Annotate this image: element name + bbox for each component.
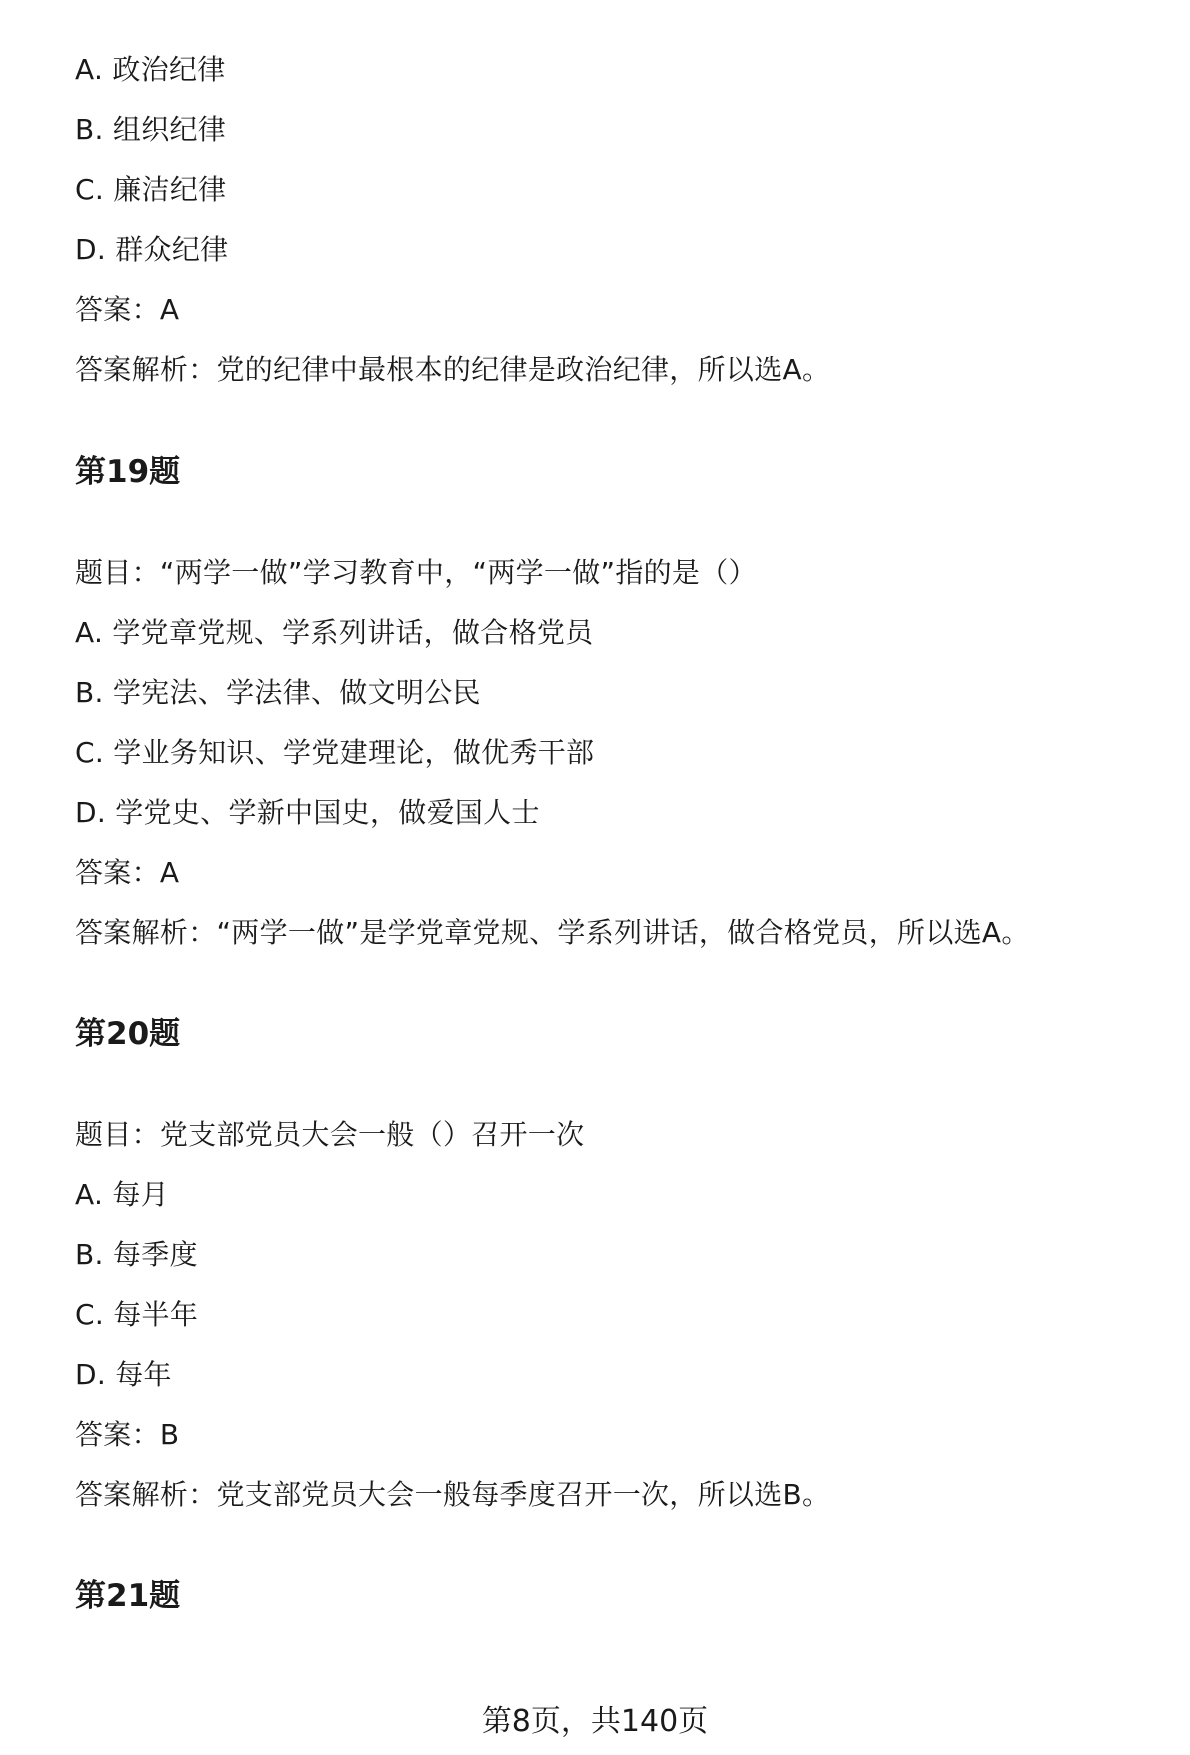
q20-option-c: C. 每半年 — [75, 1298, 199, 1331]
q18-option-d: D. 群众纪律 — [75, 233, 229, 266]
q18-option-a: A. 政治纪律 — [75, 53, 226, 86]
q20-explanation: 答案解析：党支部党员大会一般每季度召开一次，所以选B。 — [75, 1478, 831, 1511]
q20-heading: 第20题 — [75, 1016, 181, 1052]
q20-option-a: A. 每月 — [75, 1178, 169, 1211]
q20-option-d: D. 每年 — [75, 1358, 172, 1391]
q20-question: 题目：党支部党员大会一般（）召开一次 — [75, 1118, 585, 1151]
q19-explanation: 答案解析：“两学一做”是学党章党规、学系列讲话，做合格党员，所以选A。 — [75, 916, 1030, 949]
q19-option-a: A. 学党章党规、学系列讲话，做合格党员 — [75, 616, 594, 649]
q19-heading: 第19题 — [75, 454, 181, 490]
q19-question: 题目：“两学一做”学习教育中，“两学一做”指的是（） — [75, 556, 757, 589]
page-number-footer: 第8页，共140页 — [481, 1704, 709, 1739]
q21-heading: 第21题 — [75, 1578, 181, 1614]
q19-option-b: B. 学宪法、学法律、做文明公民 — [75, 676, 481, 709]
q19-answer: 答案：A — [75, 856, 180, 889]
q19-option-d: D. 学党史、学新中国史，做爱国人士 — [75, 796, 540, 829]
q19-option-c: C. 学业务知识、学党建理论，做优秀干部 — [75, 736, 595, 769]
q18-option-c: C. 廉洁纪律 — [75, 173, 227, 206]
q20-option-b: B. 每季度 — [75, 1238, 198, 1271]
q18-option-b: B. 组织纪律 — [75, 113, 227, 146]
q18-answer: 答案：A — [75, 293, 180, 326]
q18-explanation: 答案解析：党的纪律中最根本的纪律是政治纪律，所以选A。 — [75, 353, 831, 386]
q20-answer: 答案：B — [75, 1418, 180, 1451]
